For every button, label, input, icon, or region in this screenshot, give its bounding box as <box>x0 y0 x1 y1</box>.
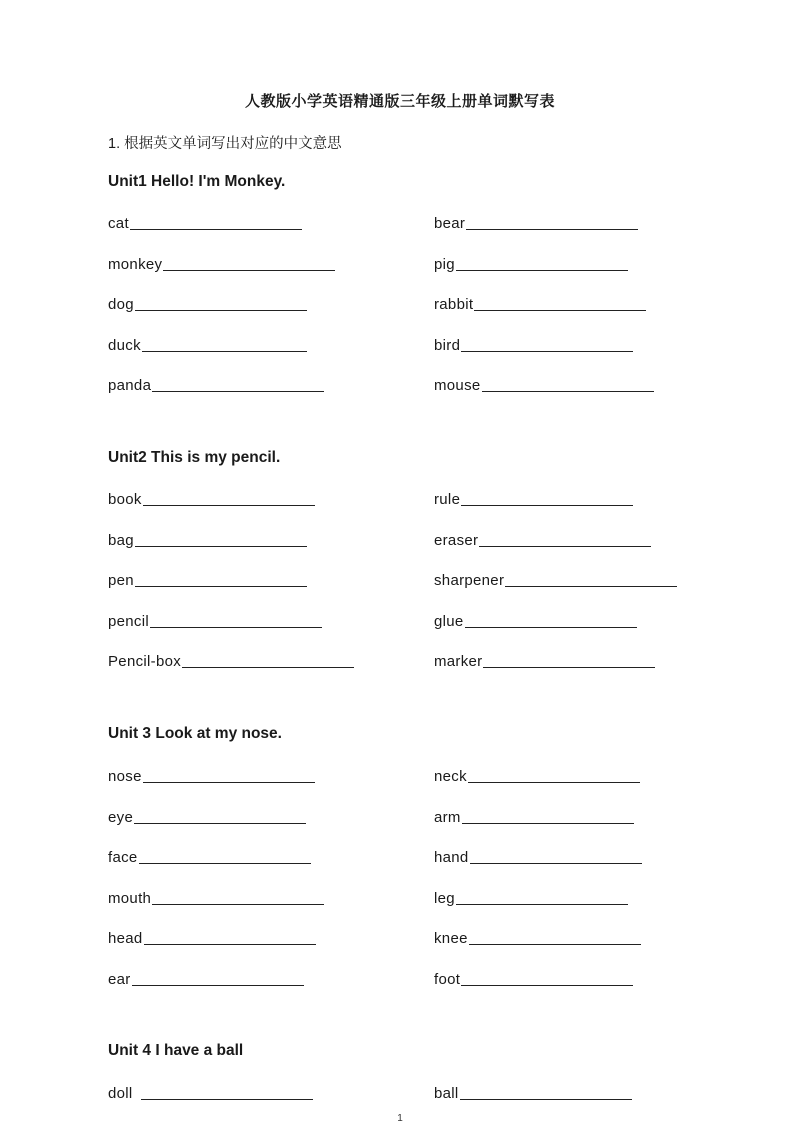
vocab-entry <box>434 763 640 785</box>
vocab-word: Pencil-box <box>108 653 182 670</box>
vocab-entry <box>108 372 324 394</box>
vocab-word: hand <box>434 849 469 866</box>
vocab-entry <box>434 648 655 670</box>
vocab-entry <box>108 527 307 549</box>
vocab-word: mouse <box>434 377 481 394</box>
vocab-entry <box>434 804 634 826</box>
answer-blank[interactable] <box>135 309 307 311</box>
vocab-entry <box>434 608 637 630</box>
unit-1-heading: Unit1 Hello! I'm Monkey. <box>108 173 286 190</box>
answer-blank[interactable] <box>152 903 324 905</box>
unit-3-heading: Unit 3 Look at my nose. <box>108 725 282 742</box>
answer-blank[interactable] <box>465 626 637 628</box>
vocab-word: marker <box>434 653 483 670</box>
vocab-word: mouth <box>108 890 152 907</box>
vocab-word: glue <box>434 613 464 630</box>
vocab-word: arm <box>434 809 461 826</box>
vocab-word: bird <box>434 337 461 354</box>
vocab-entry <box>108 291 307 313</box>
vocab-entry <box>108 567 307 589</box>
vocab-entry <box>434 372 654 394</box>
vocab-word: dog <box>108 296 134 313</box>
answer-blank[interactable] <box>135 585 307 587</box>
answer-blank[interactable] <box>134 822 306 824</box>
vocab-word: leg <box>434 890 455 907</box>
vocab-word: panda <box>108 377 152 394</box>
answer-blank[interactable] <box>132 984 304 986</box>
vocab-entry <box>108 885 324 907</box>
answer-blank[interactable] <box>483 666 655 668</box>
vocab-word: monkey <box>108 256 163 273</box>
instruction-text: 1. 根据英文单词写出对应的中文意思 <box>108 136 342 152</box>
answer-blank[interactable] <box>470 862 642 864</box>
vocab-word: nose <box>108 768 142 785</box>
vocab-entry <box>108 844 311 866</box>
vocab-word: sharpener <box>434 572 505 589</box>
answer-blank[interactable] <box>482 390 654 392</box>
vocab-entry <box>434 1080 632 1102</box>
vocab-word: pencil <box>108 613 149 630</box>
answer-blank[interactable] <box>142 350 307 352</box>
vocab-entry <box>434 486 633 508</box>
vocab-word: cat <box>108 215 129 232</box>
unit-2-heading: Unit2 This is my pencil. <box>108 449 281 466</box>
vocab-entry <box>108 763 315 785</box>
vocab-entry <box>434 925 641 947</box>
vocab-word: head <box>108 930 143 947</box>
answer-blank[interactable] <box>141 1098 313 1100</box>
answer-blank[interactable] <box>144 943 316 945</box>
vocab-word: book <box>108 491 142 508</box>
vocab-word: bear <box>434 215 466 232</box>
answer-blank[interactable] <box>456 903 628 905</box>
vocab-entry <box>434 844 642 866</box>
vocab-entry <box>434 210 638 232</box>
vocab-word: foot <box>434 971 461 988</box>
answer-blank[interactable] <box>461 504 633 506</box>
vocab-word: pig <box>434 256 455 273</box>
vocab-word: ball <box>434 1085 459 1102</box>
answer-blank[interactable] <box>462 822 634 824</box>
answer-blank[interactable] <box>135 545 307 547</box>
vocab-entry <box>434 251 628 273</box>
vocab-entry <box>434 885 628 907</box>
unit-4-heading: Unit 4 I have a ball <box>108 1042 244 1059</box>
vocab-word: knee <box>434 930 468 947</box>
vocab-entry <box>108 804 306 826</box>
vocab-word: bag <box>108 532 134 549</box>
vocab-word: eye <box>108 809 134 826</box>
answer-blank[interactable] <box>469 943 641 945</box>
vocab-entry <box>108 648 354 670</box>
vocab-word: neck <box>434 768 467 785</box>
vocab-word: duck <box>108 337 141 354</box>
vocab-word: doll <box>108 1085 133 1102</box>
vocab-entry <box>434 527 651 549</box>
answer-blank[interactable] <box>456 269 628 271</box>
answer-blank[interactable] <box>474 309 646 311</box>
answer-blank[interactable] <box>468 781 640 783</box>
vocab-entry <box>108 251 335 273</box>
answer-blank[interactable] <box>143 504 315 506</box>
answer-blank[interactable] <box>130 228 302 230</box>
vocab-entry <box>434 291 646 313</box>
answer-blank[interactable] <box>460 1098 632 1100</box>
vocab-entry <box>434 966 633 988</box>
vocab-word: ear <box>108 971 131 988</box>
vocab-word: rule <box>434 491 461 508</box>
answer-blank[interactable] <box>139 862 311 864</box>
answer-blank[interactable] <box>461 984 633 986</box>
page-title: 人教版小学英语精通版三年级上册单词默写表 <box>244 93 555 110</box>
vocab-entry <box>434 332 633 354</box>
vocab-entry <box>108 486 315 508</box>
answer-blank[interactable] <box>182 666 354 668</box>
vocab-word: pen <box>108 572 134 589</box>
answer-blank[interactable] <box>150 626 322 628</box>
answer-blank[interactable] <box>479 545 651 547</box>
answer-blank[interactable] <box>505 585 677 587</box>
vocab-entry <box>108 210 302 232</box>
vocab-entry <box>108 1080 313 1102</box>
vocab-entry <box>108 332 307 354</box>
answer-blank[interactable] <box>143 781 315 783</box>
vocab-entry <box>108 925 316 947</box>
vocab-word: face <box>108 849 138 866</box>
vocab-entry <box>434 567 677 589</box>
answer-blank[interactable] <box>152 390 324 392</box>
page-number: 1 <box>397 1113 403 1124</box>
vocab-entry <box>108 608 322 630</box>
vocab-entry <box>108 966 304 988</box>
answer-blank[interactable] <box>466 228 638 230</box>
vocab-word: eraser <box>434 532 479 549</box>
answer-blank[interactable] <box>163 269 335 271</box>
vocab-word: rabbit <box>434 296 474 313</box>
answer-blank[interactable] <box>461 350 633 352</box>
